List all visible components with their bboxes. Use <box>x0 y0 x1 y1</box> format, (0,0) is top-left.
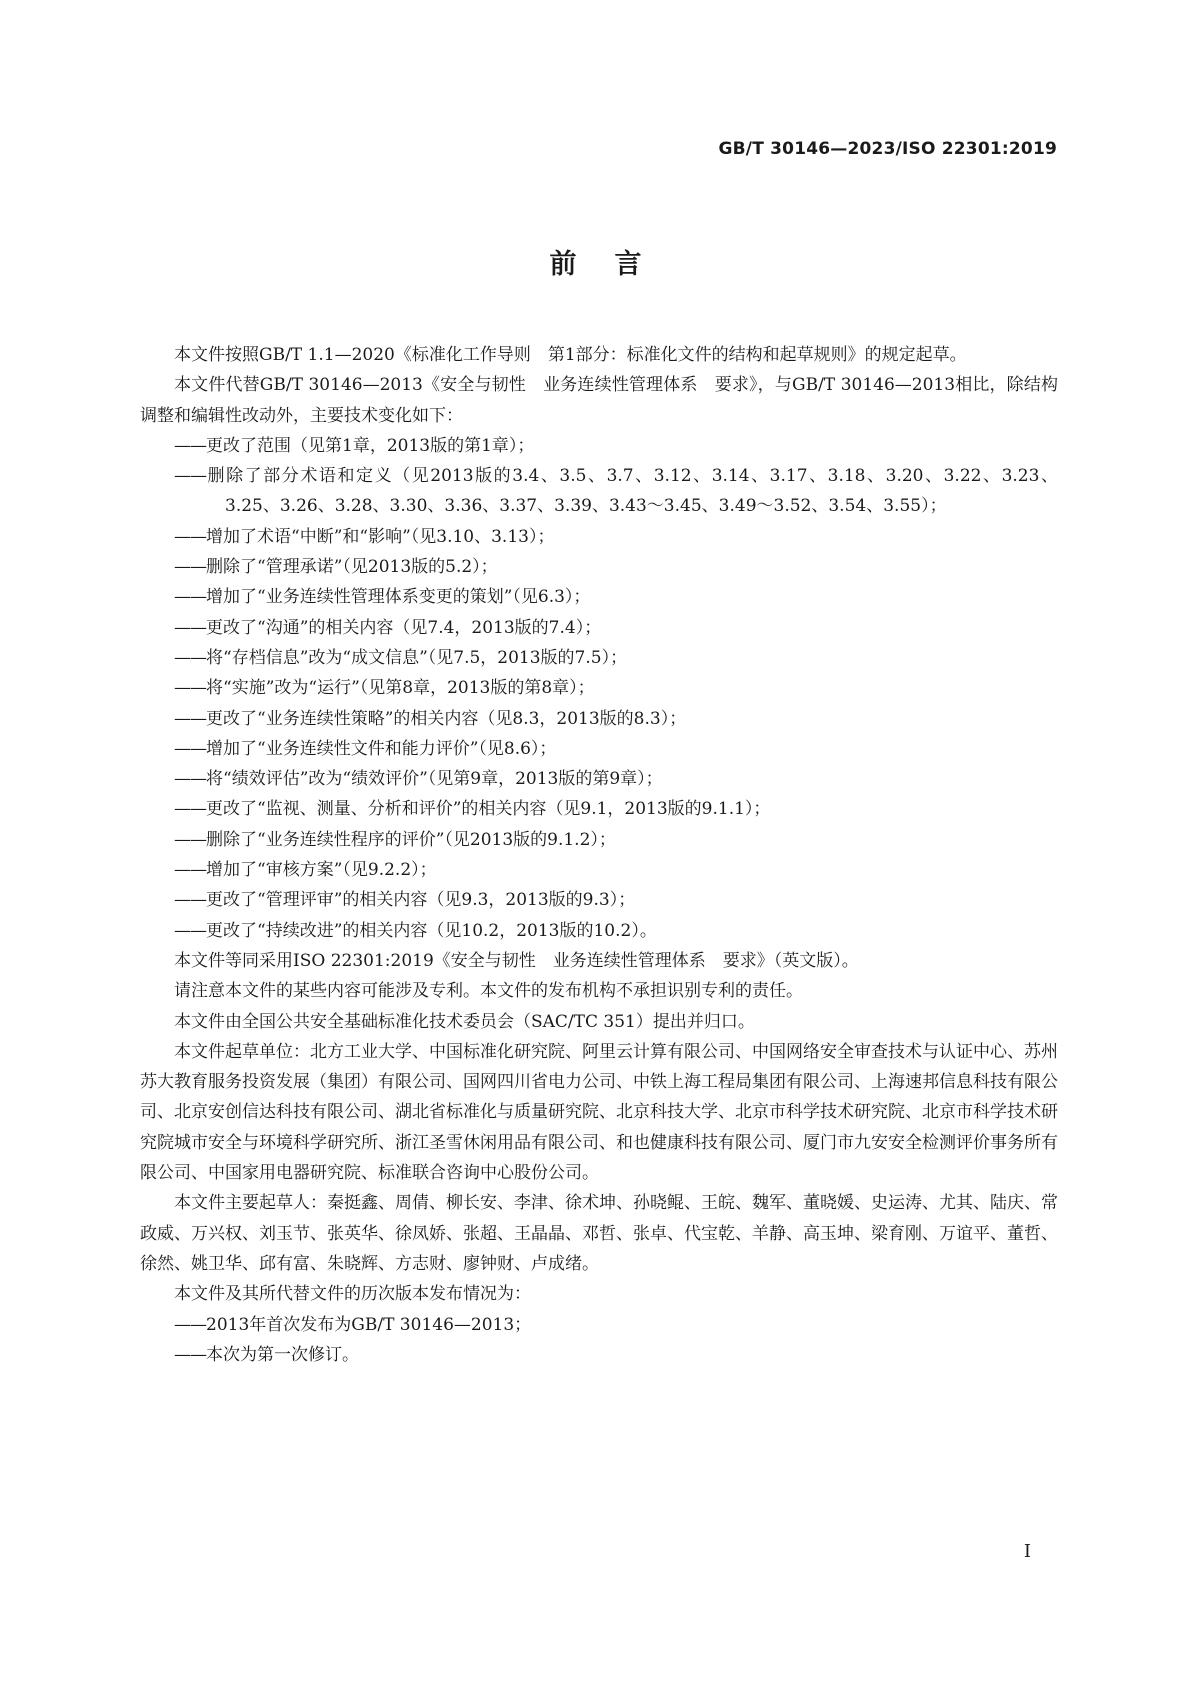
dash-marker: —— <box>174 678 206 699</box>
list-item <box>140 885 1058 915</box>
list-item-text: 增加了“业务连续性管理体系变更的策划”（见6.3）； <box>206 587 591 608</box>
list-item <box>140 522 1058 552</box>
list-item-text: 增加了“业务连续性文件和能力评价”（见8.6）； <box>206 738 557 759</box>
list-item-text: 更改了“管理评审”的相关内容（见9.3，2013版的9.3）； <box>206 890 636 911</box>
list-item-text: 将“实施”改为“运行”（见第8章，2013版的第8章）； <box>206 678 595 699</box>
list-item-text: 增加了“审核方案”（见9.2.2）； <box>206 860 437 881</box>
dash-marker: —— <box>174 647 206 668</box>
list-item-text: 更改了“沟通”的相关内容（见7.4，2013版的7.4）； <box>206 617 602 638</box>
paragraph-proposer: 本文件由全国公共安全基础标准化技术委员会（SAC/TC 351）提出并归口。 <box>174 1011 755 1032</box>
standard-code: GB/T 30146—2023/ISO 22301:2019 <box>718 139 1057 159</box>
list-item-text: 更改了“监视、测量、分析和评价”的相关内容（见9.1，2013版的9.1.1）； <box>206 799 771 820</box>
list-item <box>140 704 1058 734</box>
dash-marker: —— <box>174 799 206 820</box>
list-item-text: 2013年首次发布为GB/T 30146—2013； <box>206 1314 532 1335</box>
changes-list <box>140 431 1058 946</box>
dash-marker: —— <box>174 617 206 638</box>
list-item <box>140 643 1058 673</box>
paragraph-drafting-rules: 本文件按照GB/T 1.1—2020《标准化工作导则 第1部分：标准化文件的结构和起草规则》的规定起草。 <box>174 345 967 365</box>
dash-marker: —— <box>174 1314 206 1335</box>
dash-marker: —— <box>174 890 206 911</box>
dash-marker: —— <box>174 435 206 456</box>
dash-marker: —— <box>174 920 206 941</box>
list-item-text: 删除了“管理承诺”（见2013版的5.2）； <box>206 557 498 578</box>
list-item <box>140 825 1058 855</box>
list-item-text: 更改了范围（见第1章，2013版的第1章）； <box>206 435 535 456</box>
list-item <box>140 431 1058 461</box>
dash-marker: —— <box>174 708 206 729</box>
paragraph-adoption: 本文件等同采用ISO 22301:2019《安全与韧性 业务连续性管理体系 要求》（英文版）。 <box>174 950 859 971</box>
list-item <box>140 916 1058 946</box>
dash-marker: —— <box>174 587 206 608</box>
dash-marker: —— <box>174 769 206 790</box>
page-number: I <box>1023 1541 1031 1562</box>
list-item-text: 删除了部分术语和定义（见2013版的3.4、3.5、3.7、3.12、3.14、3.17、3.18、3.20、3.22、3.23、3.25、3.26、3.28、3.30、3.36、3.37、3.39、3.43～3.45、3.49～3.52、3.54、3.55）； <box>206 466 1058 517</box>
paragraph-drafting-units: 本文件起草单位：北方工业大学、中国标准化研究院、阿里云计算有限公司、中国网络安全审查技术与认证中心、苏州苏大教育服务投资发展（集团）有限公司、国网四川省电力公司、中铁上海工程局集团有限公司、上海速邦信息科技有限公司、北京安创信达科技有限公司、湖北省标准化与质量研究院、北京科技大学、北京市科学技术研究院、北京市科学技术研究院城市安全与环境科学研究所、浙江圣雪休闲用品有限公司、和也健康科技有限公司、厦门市九安安全检测评价事务所有限公司、中国家用电器研究院、标准联合咨询中心股份公司。 <box>140 1041 1058 1184</box>
list-item <box>140 794 1058 824</box>
dash-marker: —— <box>174 526 206 547</box>
dash-marker: —— <box>174 557 206 578</box>
dash-marker: —— <box>174 738 206 759</box>
list-item <box>140 1340 1058 1370</box>
list-item <box>140 613 1058 643</box>
list-item <box>140 582 1058 612</box>
paragraph-drafters: 本文件主要起草人：秦挺鑫、周倩、柳长安、李津、徐术坤、孙晓鲲、王皖、魏军、董晓媛、史运涛、尤其、陆庆、常政威、万兴权、刘玉节、张英华、徐凤娇、张超、王晶晶、邓哲、张卓、代宝乾、羊静、高玉坤、梁育刚、万谊平、董哲、徐然、姚卫华、邱有富、朱晓辉、方志财、廖钟财、卢成绪。 <box>140 1193 1058 1274</box>
list-item <box>140 552 1058 582</box>
list-item-text: 更改了“持续改进”的相关内容（见10.2，2013版的10.2）。 <box>206 920 657 941</box>
history-list <box>140 1310 1058 1371</box>
dash-marker: —— <box>174 1344 206 1365</box>
list-item-text: 将“存档信息”改为“成文信息”（见7.5，2013版的7.5）； <box>206 647 628 668</box>
list-item <box>140 461 1058 522</box>
paragraph-history-intro: 本文件及其所代替文件的历次版本发布情况为： <box>174 1284 531 1305</box>
dash-marker: —— <box>174 466 206 487</box>
list-item <box>140 734 1058 764</box>
list-item <box>140 673 1058 703</box>
page-title: 前言 <box>549 249 680 280</box>
list-item <box>140 764 1058 794</box>
list-item-text: 将“绩效评估”改为“绩效评价”（见第9章，2013版的第9章）； <box>206 769 663 790</box>
foreword-body <box>140 340 1058 1370</box>
list-item-text: 删除了“业务连续性程序的评价”（见2013版的9.1.2）； <box>206 829 616 850</box>
list-item-text: 更改了“业务连续性策略”的相关内容（见8.3，2013版的8.3）； <box>206 708 687 729</box>
list-item-text: 增加了术语“中断”和“影响”（见3.10、3.13）； <box>206 526 555 547</box>
dash-marker: —— <box>174 829 206 850</box>
paragraph-replaces: 本文件代替GB/T 30146—2013《安全与韧性 业务连续性管理体系 要求》，与GB/T 30146—2013相比，除结构调整和编辑性改动外，主要技术变化如下： <box>140 375 1058 426</box>
list-item <box>140 1310 1058 1340</box>
dash-marker: —— <box>174 860 206 881</box>
paragraph-patent-notice: 请注意本文件的某些内容可能涉及专利。本文件的发布机构不承担识别专利的责任。 <box>174 981 803 1002</box>
list-item <box>140 855 1058 885</box>
list-item-text: 本次为第一次修订。 <box>206 1344 359 1365</box>
